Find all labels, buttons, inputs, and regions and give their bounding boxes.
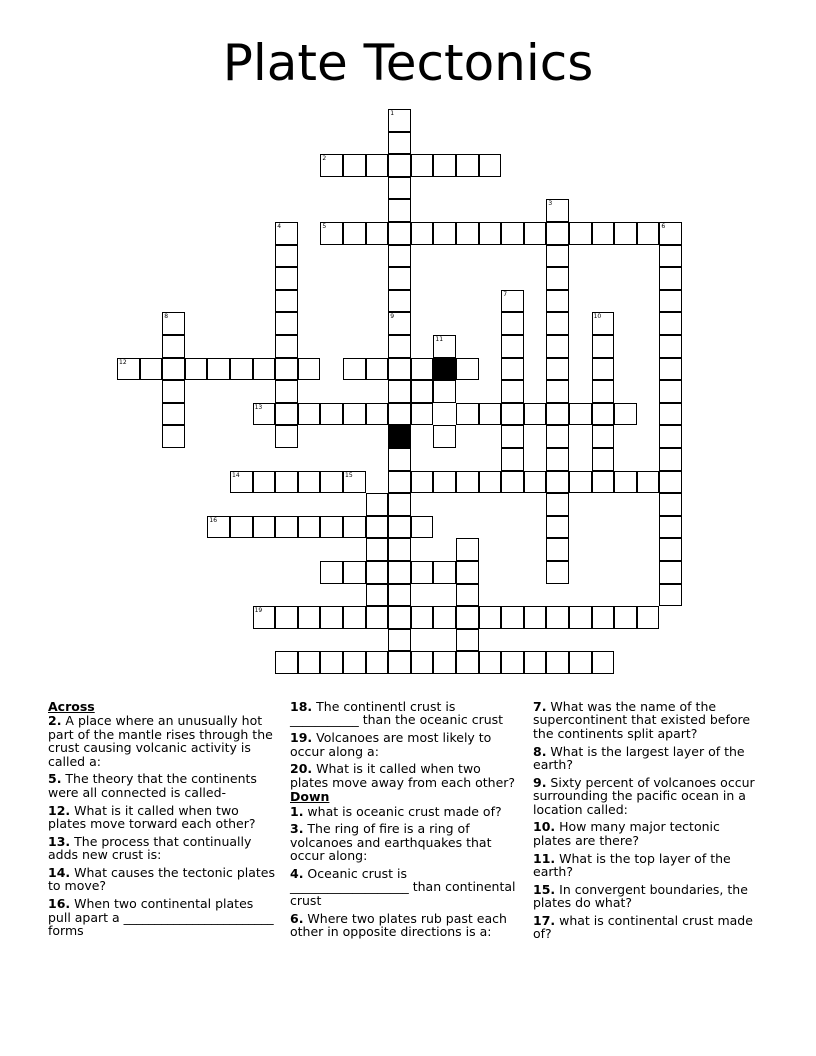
answer-cell[interactable] bbox=[637, 222, 660, 245]
answer-cell[interactable] bbox=[275, 380, 298, 403]
answer-cell[interactable] bbox=[275, 267, 298, 290]
black-square bbox=[388, 425, 411, 448]
answer-cell[interactable] bbox=[456, 222, 479, 245]
clue-text: What is it called when two plates move torward each other? bbox=[48, 802, 256, 832]
clue-text: What is the largest layer of the earth? bbox=[533, 743, 745, 773]
answer-cell[interactable] bbox=[275, 516, 298, 539]
clue-number: 15. bbox=[533, 881, 556, 897]
answer-cell[interactable] bbox=[366, 538, 389, 561]
answer-cell[interactable] bbox=[388, 132, 411, 155]
across-heading: Across bbox=[48, 699, 95, 714]
clue-number: 13. bbox=[48, 833, 71, 849]
answer-cell[interactable] bbox=[659, 335, 682, 358]
answer-cell[interactable] bbox=[637, 471, 660, 494]
clue-number-label: 5 bbox=[322, 223, 327, 230]
clue-number-label: 4 bbox=[277, 223, 282, 230]
answer-cell[interactable] bbox=[388, 538, 411, 561]
answer-cell[interactable] bbox=[433, 335, 456, 358]
answer-cell[interactable] bbox=[162, 335, 185, 358]
clue-down-11 bbox=[533, 852, 761, 879]
clue-down-8 bbox=[533, 745, 761, 772]
answer-cell[interactable] bbox=[433, 425, 456, 448]
answer-cell[interactable] bbox=[388, 245, 411, 268]
answer-cell[interactable] bbox=[501, 448, 524, 471]
answer-cell[interactable] bbox=[614, 403, 637, 426]
clue-text: Sixty percent of volcanoes occur surrounding the pacific ocean in a location called: bbox=[533, 774, 755, 817]
answer-cell[interactable] bbox=[275, 222, 298, 245]
answer-cell[interactable] bbox=[388, 403, 411, 426]
answer-cell[interactable] bbox=[388, 177, 411, 200]
clue-down-4 bbox=[290, 867, 518, 907]
clue-text: How many major tectonic plates are there? bbox=[533, 819, 720, 848]
answer-cell[interactable] bbox=[411, 358, 434, 381]
clue-number-label: 15 bbox=[345, 471, 353, 479]
answer-cell[interactable] bbox=[343, 154, 366, 177]
answer-cell[interactable] bbox=[592, 448, 615, 471]
clue-number: 10. bbox=[533, 819, 556, 835]
answer-cell[interactable] bbox=[592, 222, 615, 245]
page-title: Plate Tectonics bbox=[222, 34, 594, 92]
answer-cell[interactable] bbox=[366, 651, 389, 674]
answer-cell[interactable] bbox=[614, 606, 637, 629]
answer-cell[interactable] bbox=[343, 403, 366, 426]
answer-cell[interactable] bbox=[546, 199, 569, 222]
clue-number: 7. bbox=[533, 699, 547, 714]
answer-cell[interactable] bbox=[388, 516, 411, 539]
answer-cell[interactable] bbox=[501, 471, 524, 494]
clue-number-label: 14 bbox=[232, 471, 240, 479]
clue-text: Oceanic crust is ___________________ than continental crust bbox=[290, 866, 516, 908]
clue-text: The process that continually adds new crust is: bbox=[48, 833, 252, 863]
answer-cell[interactable] bbox=[388, 561, 411, 584]
answer-cell[interactable] bbox=[592, 358, 615, 381]
answer-cell[interactable] bbox=[592, 471, 615, 494]
answer-cell[interactable] bbox=[388, 471, 411, 494]
clue-number-label: 3 bbox=[548, 200, 553, 208]
clue-number-label: 11 bbox=[435, 336, 444, 343]
answer-cell[interactable] bbox=[659, 245, 682, 268]
answer-cell[interactable] bbox=[592, 651, 615, 674]
clue-text: What is the top layer of the earth? bbox=[533, 850, 731, 880]
clue-number-label: 10 bbox=[593, 313, 602, 321]
answer-cell[interactable] bbox=[524, 606, 547, 629]
answer-cell[interactable] bbox=[230, 471, 253, 494]
answer-cell[interactable] bbox=[388, 584, 411, 607]
answer-cell[interactable] bbox=[433, 561, 456, 584]
answer-cell[interactable] bbox=[546, 267, 569, 290]
clue-text: The continentl crust is ___________ than the oceanic crust bbox=[290, 699, 504, 728]
clue-number: 11. bbox=[533, 850, 556, 866]
answer-cell[interactable] bbox=[546, 561, 569, 584]
clue-number: 19. bbox=[290, 730, 313, 746]
answer-cell[interactable] bbox=[501, 380, 524, 403]
clue-number: 14. bbox=[48, 865, 71, 881]
answer-cell[interactable] bbox=[501, 403, 524, 426]
clue-across-18 bbox=[290, 700, 518, 727]
answer-cell[interactable] bbox=[275, 425, 298, 448]
answer-cell[interactable] bbox=[614, 222, 637, 245]
clue-text: The ring of fire is a ring of volcanoes and earthquakes that occur along: bbox=[290, 821, 492, 864]
clue-number-label: 12 bbox=[119, 358, 127, 366]
answer-cell[interactable] bbox=[162, 312, 185, 335]
answer-cell[interactable] bbox=[546, 335, 569, 358]
answer-cell[interactable] bbox=[162, 425, 185, 448]
answer-cell[interactable] bbox=[592, 380, 615, 403]
answer-cell[interactable] bbox=[433, 651, 456, 674]
answer-cell[interactable] bbox=[546, 425, 569, 448]
answer-cell[interactable] bbox=[388, 109, 411, 132]
answer-cell[interactable] bbox=[592, 606, 615, 629]
answer-cell[interactable] bbox=[298, 403, 321, 426]
answer-cell[interactable] bbox=[388, 493, 411, 516]
clue-across-20 bbox=[290, 762, 518, 789]
clue-down-17 bbox=[533, 914, 761, 941]
answer-cell[interactable] bbox=[501, 425, 524, 448]
answer-cell[interactable] bbox=[366, 222, 389, 245]
answer-cell[interactable] bbox=[659, 538, 682, 561]
answer-cell[interactable] bbox=[524, 471, 547, 494]
answer-cell[interactable] bbox=[546, 312, 569, 335]
answer-cell[interactable] bbox=[479, 154, 502, 177]
clue-text: What causes the tectonic plates to move? bbox=[48, 865, 276, 894]
answer-cell[interactable] bbox=[388, 380, 411, 403]
answer-cell[interactable] bbox=[320, 222, 343, 245]
clue-text: what is continental crust made of? bbox=[533, 913, 753, 942]
answer-cell[interactable] bbox=[253, 471, 276, 494]
answer-cell[interactable] bbox=[524, 651, 547, 674]
clues-column-2 bbox=[290, 700, 518, 943]
clue-number: 2. bbox=[48, 713, 62, 729]
answer-cell[interactable] bbox=[162, 380, 185, 403]
answer-cell[interactable] bbox=[411, 154, 434, 177]
clue-number: 9. bbox=[533, 774, 547, 790]
clues-column-1 bbox=[48, 700, 276, 942]
answer-cell[interactable] bbox=[546, 471, 569, 494]
answer-cell[interactable] bbox=[569, 403, 592, 426]
clue-number: 6. bbox=[290, 910, 304, 926]
answer-cell[interactable] bbox=[546, 222, 569, 245]
black-square bbox=[433, 358, 456, 381]
answer-cell[interactable] bbox=[275, 606, 298, 629]
clue-down-15 bbox=[533, 883, 761, 910]
answer-cell[interactable] bbox=[659, 561, 682, 584]
clue-number: 3. bbox=[290, 821, 304, 837]
answer-cell[interactable] bbox=[456, 358, 479, 381]
answer-cell[interactable] bbox=[546, 448, 569, 471]
answer-cell[interactable] bbox=[659, 403, 682, 426]
answer-cell[interactable] bbox=[659, 425, 682, 448]
answer-cell[interactable] bbox=[614, 471, 637, 494]
answer-cell[interactable] bbox=[456, 471, 479, 494]
answer-cell[interactable] bbox=[275, 403, 298, 426]
answer-cell[interactable] bbox=[456, 651, 479, 674]
clue-down-7 bbox=[533, 700, 761, 740]
answer-cell[interactable] bbox=[546, 290, 569, 313]
answer-cell[interactable] bbox=[298, 471, 321, 494]
answer-cell[interactable] bbox=[343, 471, 366, 494]
answer-cell[interactable] bbox=[659, 380, 682, 403]
answer-cell[interactable] bbox=[298, 516, 321, 539]
answer-cell[interactable] bbox=[456, 403, 479, 426]
answer-cell[interactable] bbox=[659, 222, 682, 245]
clue-number-label: 13 bbox=[254, 403, 263, 411]
answer-cell[interactable] bbox=[659, 493, 682, 516]
answer-cell[interactable] bbox=[275, 358, 298, 381]
answer-cell[interactable] bbox=[388, 651, 411, 674]
answer-cell[interactable] bbox=[659, 448, 682, 471]
answer-cell[interactable] bbox=[388, 629, 411, 652]
answer-cell[interactable] bbox=[501, 222, 524, 245]
answer-cell[interactable] bbox=[411, 561, 434, 584]
answer-cell[interactable] bbox=[388, 312, 411, 335]
answer-cell[interactable] bbox=[253, 403, 276, 426]
clue-number: 16. bbox=[48, 896, 71, 912]
clue-number: 1. bbox=[290, 803, 304, 819]
answer-cell[interactable] bbox=[275, 471, 298, 494]
answer-cell[interactable] bbox=[524, 403, 547, 426]
answer-cell[interactable] bbox=[320, 606, 343, 629]
answer-cell[interactable] bbox=[388, 222, 411, 245]
answer-cell[interactable] bbox=[253, 358, 276, 381]
answer-cell[interactable] bbox=[275, 312, 298, 335]
answer-cell[interactable] bbox=[253, 606, 276, 629]
answer-cell[interactable] bbox=[456, 154, 479, 177]
answer-cell[interactable] bbox=[117, 358, 140, 381]
clue-down-10 bbox=[533, 820, 761, 847]
answer-cell[interactable] bbox=[411, 471, 434, 494]
clue-across-5 bbox=[48, 772, 276, 799]
clues-column-3 bbox=[533, 700, 761, 945]
answer-cell[interactable] bbox=[501, 335, 524, 358]
answer-cell[interactable] bbox=[320, 471, 343, 494]
answer-cell[interactable] bbox=[388, 199, 411, 222]
answer-cell[interactable] bbox=[366, 493, 389, 516]
answer-cell[interactable] bbox=[546, 403, 569, 426]
answer-cell[interactable] bbox=[659, 312, 682, 335]
answer-cell[interactable] bbox=[659, 267, 682, 290]
clue-number-label: 6 bbox=[661, 223, 666, 230]
answer-cell[interactable] bbox=[411, 606, 434, 629]
answer-cell[interactable] bbox=[298, 606, 321, 629]
answer-cell[interactable] bbox=[501, 651, 524, 674]
answer-cell[interactable] bbox=[411, 516, 434, 539]
answer-cell[interactable] bbox=[659, 584, 682, 607]
answer-cell[interactable] bbox=[456, 606, 479, 629]
answer-cell[interactable] bbox=[592, 312, 615, 335]
answer-cell[interactable] bbox=[456, 629, 479, 652]
answer-cell[interactable] bbox=[366, 358, 389, 381]
answer-cell[interactable] bbox=[411, 651, 434, 674]
answer-cell[interactable] bbox=[388, 267, 411, 290]
clue-across-19 bbox=[290, 731, 518, 758]
answer-cell[interactable] bbox=[479, 651, 502, 674]
answer-cell[interactable] bbox=[546, 358, 569, 381]
clue-number-label: 9 bbox=[390, 313, 395, 321]
answer-cell[interactable] bbox=[366, 403, 389, 426]
answer-cell[interactable] bbox=[456, 561, 479, 584]
answer-cell[interactable] bbox=[388, 448, 411, 471]
clue-number: 4. bbox=[290, 866, 304, 882]
answer-cell[interactable] bbox=[298, 358, 321, 381]
clue-number: 5. bbox=[48, 771, 62, 787]
answer-cell[interactable] bbox=[433, 380, 456, 403]
clue-text: Volcanoes are most likely to occur along a: bbox=[290, 730, 492, 759]
clue-text: What was the name of the supercontinent that existed before the continents split apart? bbox=[533, 699, 751, 741]
answer-cell[interactable] bbox=[456, 538, 479, 561]
clue-text: In convergent boundaries, the plates do what? bbox=[533, 881, 748, 911]
answer-cell[interactable] bbox=[524, 222, 547, 245]
clue-number: 17. bbox=[533, 913, 556, 929]
answer-cell[interactable] bbox=[569, 471, 592, 494]
answer-cell[interactable] bbox=[388, 154, 411, 177]
answer-cell[interactable] bbox=[433, 222, 456, 245]
answer-cell[interactable] bbox=[343, 606, 366, 629]
answer-cell[interactable] bbox=[207, 358, 230, 381]
answer-cell[interactable] bbox=[275, 245, 298, 268]
answer-cell[interactable] bbox=[388, 358, 411, 381]
answer-cell[interactable] bbox=[388, 335, 411, 358]
answer-cell[interactable] bbox=[546, 380, 569, 403]
answer-cell[interactable] bbox=[388, 290, 411, 313]
answer-cell[interactable] bbox=[546, 651, 569, 674]
answer-cell[interactable] bbox=[320, 561, 343, 584]
answer-cell[interactable] bbox=[320, 651, 343, 674]
answer-cell[interactable] bbox=[366, 561, 389, 584]
clue-number-label: 19 bbox=[254, 607, 263, 615]
answer-cell[interactable] bbox=[320, 516, 343, 539]
clue-number: 12. bbox=[48, 802, 71, 818]
answer-cell[interactable] bbox=[366, 606, 389, 629]
answer-cell[interactable] bbox=[320, 154, 343, 177]
down-heading: Down bbox=[290, 789, 330, 805]
answer-cell[interactable] bbox=[501, 290, 524, 313]
answer-cell[interactable] bbox=[343, 561, 366, 584]
clue-number-label: 16 bbox=[209, 516, 218, 524]
answer-cell[interactable] bbox=[230, 516, 253, 539]
answer-cell[interactable] bbox=[320, 403, 343, 426]
clue-across-2 bbox=[48, 714, 276, 768]
answer-cell[interactable] bbox=[501, 358, 524, 381]
answer-cell[interactable] bbox=[569, 222, 592, 245]
answer-cell[interactable] bbox=[479, 222, 502, 245]
clue-text: When two continental plates pull apart a ________________________ forms bbox=[48, 896, 274, 939]
answer-cell[interactable] bbox=[433, 471, 456, 494]
answer-cell[interactable] bbox=[659, 516, 682, 539]
answer-cell[interactable] bbox=[659, 290, 682, 313]
clue-number: 20. bbox=[290, 761, 313, 777]
clue-across-16 bbox=[48, 897, 276, 937]
clue-across-14 bbox=[48, 866, 276, 893]
answer-cell[interactable] bbox=[162, 358, 185, 381]
clue-text: The theory that the continents were all connected is called- bbox=[48, 771, 257, 800]
clue-down-6 bbox=[290, 912, 518, 939]
answer-cell[interactable] bbox=[456, 584, 479, 607]
answer-cell[interactable] bbox=[185, 358, 208, 381]
clue-text: What is it called when two plates move away from each other? bbox=[290, 761, 516, 790]
clue-number: 8. bbox=[533, 743, 547, 759]
clue-down-3 bbox=[290, 822, 518, 862]
clue-text: A place where an unusually hot part of the mantle rises through the crust causing volcanic activity is called a: bbox=[48, 713, 273, 769]
answer-cell[interactable] bbox=[592, 425, 615, 448]
answer-cell[interactable] bbox=[411, 403, 434, 426]
answer-cell[interactable] bbox=[388, 606, 411, 629]
answer-cell[interactable] bbox=[479, 606, 502, 629]
answer-cell[interactable] bbox=[140, 358, 163, 381]
answer-cell[interactable] bbox=[592, 335, 615, 358]
answer-cell[interactable] bbox=[343, 358, 366, 381]
answer-cell[interactable] bbox=[501, 606, 524, 629]
answer-cell[interactable] bbox=[343, 222, 366, 245]
clue-down-9 bbox=[533, 776, 761, 816]
answer-cell[interactable] bbox=[162, 403, 185, 426]
answer-cell[interactable] bbox=[433, 606, 456, 629]
answer-cell[interactable] bbox=[546, 245, 569, 268]
answer-cell[interactable] bbox=[253, 516, 276, 539]
clue-across-12 bbox=[48, 804, 276, 831]
answer-cell[interactable] bbox=[479, 471, 502, 494]
clue-number: 18. bbox=[290, 699, 313, 714]
answer-cell[interactable] bbox=[659, 358, 682, 381]
answer-cell[interactable] bbox=[230, 358, 253, 381]
clue-number-label: 7 bbox=[503, 290, 508, 298]
clue-text: what is oceanic crust made of? bbox=[303, 803, 502, 819]
clue-number-label: 8 bbox=[164, 313, 169, 321]
answer-cell[interactable] bbox=[275, 290, 298, 313]
answer-cell[interactable] bbox=[546, 493, 569, 516]
answer-cell[interactable] bbox=[479, 403, 502, 426]
answer-cell[interactable] bbox=[546, 606, 569, 629]
clue-number-label: 1 bbox=[390, 110, 395, 117]
clue-down-1 bbox=[290, 805, 518, 818]
clue-text: Where two plates rub past each other in opposite directions is a: bbox=[290, 910, 507, 940]
answer-cell[interactable] bbox=[637, 606, 660, 629]
answer-cell[interactable] bbox=[275, 651, 298, 674]
answer-cell[interactable] bbox=[411, 222, 434, 245]
answer-cell[interactable] bbox=[366, 584, 389, 607]
answer-cell[interactable] bbox=[366, 516, 389, 539]
answer-cell[interactable] bbox=[659, 471, 682, 494]
answer-cell[interactable] bbox=[569, 606, 592, 629]
answer-cell[interactable] bbox=[411, 380, 434, 403]
answer-cell[interactable] bbox=[546, 516, 569, 539]
clue-number-label: 2 bbox=[322, 155, 327, 163]
clue-across-13 bbox=[48, 835, 276, 862]
answer-cell[interactable] bbox=[275, 335, 298, 358]
answer-cell[interactable] bbox=[366, 154, 389, 177]
answer-cell[interactable] bbox=[343, 516, 366, 539]
answer-cell[interactable] bbox=[207, 516, 230, 539]
answer-cell[interactable] bbox=[546, 538, 569, 561]
answer-cell[interactable] bbox=[569, 651, 592, 674]
answer-cell[interactable] bbox=[298, 651, 321, 674]
answer-cell[interactable] bbox=[433, 154, 456, 177]
answer-cell[interactable] bbox=[501, 312, 524, 335]
answer-cell[interactable] bbox=[343, 651, 366, 674]
answer-cell[interactable] bbox=[592, 403, 615, 426]
